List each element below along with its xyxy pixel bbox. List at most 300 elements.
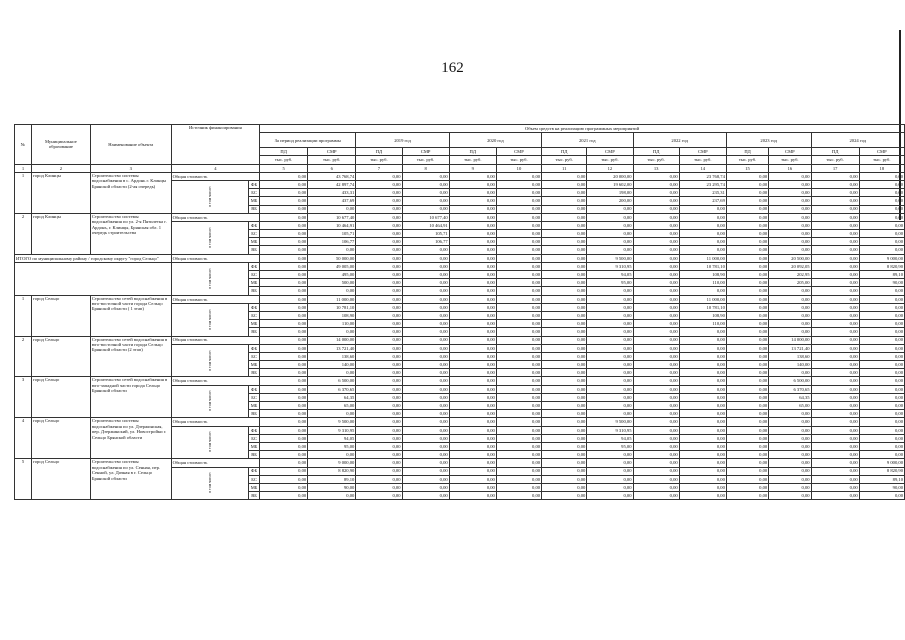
amount-cell: 0,00 [356, 205, 402, 213]
amount-cell: 0,00 [859, 197, 904, 205]
incl-label-cell [171, 344, 248, 377]
header-unit: тыс. руб. [769, 156, 811, 164]
amount-cell: 0,00 [769, 442, 811, 450]
amount-cell: 0,00 [726, 410, 768, 418]
amount-cell: 0,00 [679, 336, 726, 344]
header-unit: тыс. руб. [811, 156, 859, 164]
amount-cell: 10 677,40 [402, 213, 449, 221]
amount-cell: 0,00 [811, 271, 859, 279]
incl-label: в том числе: [207, 267, 213, 289]
amount-cell: 110,00 [679, 279, 726, 287]
amount-cell: 0,00 [402, 303, 449, 311]
amount-cell: 13 721,40 [308, 344, 356, 352]
amount-cell: 0,00 [542, 393, 587, 401]
amount-cell: 0,00 [496, 451, 541, 459]
column-index: 9 [449, 164, 496, 172]
amount-cell: 0,00 [449, 459, 496, 467]
amount-cell: 0,00 [356, 254, 402, 262]
amount-cell: 0,00 [811, 189, 859, 197]
amount-cell: 0,00 [726, 377, 768, 385]
amount-cell: 9 500,00 [308, 418, 356, 426]
amount-cell: 0,00 [542, 197, 587, 205]
amount-cell: 0,00 [449, 385, 496, 393]
amount-cell: 23 295,74 [679, 180, 726, 188]
amount-cell: 0,00 [542, 303, 587, 311]
amount-cell: 0,00 [769, 180, 811, 188]
amount-cell: 0,00 [769, 287, 811, 295]
amount-cell: 0,00 [726, 295, 768, 303]
incl-label: в том числе: [207, 349, 213, 371]
amount-cell: 0,00 [633, 230, 679, 238]
cost-label: Общая стоимость [171, 459, 259, 467]
header-year: 2019 год [356, 133, 449, 148]
amount-cell: 0,00 [769, 451, 811, 459]
amount-cell: 0,00 [449, 328, 496, 336]
amount-cell: 0,00 [679, 467, 726, 475]
row-number: 1 [15, 295, 32, 336]
amount-cell: 0,00 [811, 410, 859, 418]
amount-cell: 0,00 [356, 328, 402, 336]
amount-cell: 0,00 [260, 344, 308, 352]
amount-cell: 0,00 [260, 402, 308, 410]
amount-cell: 0,00 [402, 467, 449, 475]
amount-cell: 0,00 [308, 205, 356, 213]
amount-cell: 0,00 [542, 377, 587, 385]
amount-cell: 0,00 [356, 492, 402, 500]
amount-cell: 0,00 [496, 180, 541, 188]
amount-cell: 0,00 [633, 410, 679, 418]
amount-cell: 0,00 [587, 336, 633, 344]
amount-cell: 0,00 [811, 262, 859, 270]
amount-cell: 0,00 [859, 369, 904, 377]
amount-cell: 0,00 [449, 426, 496, 434]
amount-cell: 0,00 [811, 434, 859, 442]
amount-cell: 0,00 [811, 205, 859, 213]
amount-cell: 0,00 [811, 197, 859, 205]
header-pd: ПД [811, 148, 859, 156]
amount-cell: 0,00 [356, 410, 402, 418]
amount-cell: 0,00 [679, 492, 726, 500]
amount-cell: 95,00 [587, 279, 633, 287]
amount-cell: 0,00 [587, 230, 633, 238]
amount-cell: 0,00 [633, 320, 679, 328]
column-index: 3 [90, 164, 171, 172]
amount-cell: 0,00 [449, 442, 496, 450]
amount-cell: 0,00 [726, 451, 768, 459]
amount-cell: 0,00 [260, 295, 308, 303]
amount-cell: 0,00 [542, 483, 587, 491]
row-number: 4 [15, 418, 32, 459]
amount-cell: 0,00 [402, 246, 449, 254]
amount-cell: 0,00 [496, 205, 541, 213]
amount-cell: 0,00 [542, 336, 587, 344]
column-index: 6 [308, 164, 356, 172]
amount-cell: 0,00 [356, 369, 402, 377]
amount-cell: 0,00 [726, 303, 768, 311]
amount-cell: 0,00 [449, 172, 496, 180]
incl-label: в том числе: [207, 472, 213, 494]
amount-cell: 0,00 [356, 336, 402, 344]
header-pd: ПД [260, 148, 308, 156]
amount-cell: 0,00 [679, 410, 726, 418]
header-object: Наименование объекта [90, 125, 171, 165]
source-label: ВБ [249, 246, 260, 254]
amount-cell: 0,00 [859, 385, 904, 393]
amount-cell: 0,00 [260, 230, 308, 238]
amount-cell: 0,00 [811, 418, 859, 426]
amount-cell: 0,00 [811, 402, 859, 410]
amount-cell: 0,00 [542, 369, 587, 377]
column-index: 2 [31, 164, 90, 172]
amount-cell: 0,00 [496, 385, 541, 393]
amount-cell: 0,00 [260, 385, 308, 393]
column-index: 11 [542, 164, 587, 172]
source-label: МБ [249, 197, 260, 205]
amount-cell: 0,00 [356, 262, 402, 270]
amount-cell: 0,00 [726, 442, 768, 450]
amount-cell: 0,00 [811, 279, 859, 287]
header-smr: СМР [308, 148, 356, 156]
amount-cell: 0,00 [260, 271, 308, 279]
amount-cell: 0,00 [496, 172, 541, 180]
header-year: 2021 год [542, 133, 633, 148]
amount-cell: 0,00 [587, 221, 633, 229]
amount-cell: 0,00 [496, 287, 541, 295]
amount-cell: 0,00 [449, 311, 496, 319]
amount-cell: 0,00 [633, 451, 679, 459]
amount-cell: 0,00 [679, 426, 726, 434]
amount-cell: 0,00 [496, 352, 541, 360]
amount-cell: 0,00 [260, 418, 308, 426]
amount-cell: 0,00 [769, 295, 811, 303]
amount-cell: 0,00 [633, 238, 679, 246]
header-index-row [15, 164, 905, 172]
source-label: МБ [249, 238, 260, 246]
amount-cell: 10 781,10 [679, 262, 726, 270]
amount-cell: 20 500,00 [769, 254, 811, 262]
header-unit: тыс. руб. [260, 156, 308, 164]
amount-cell: 0,00 [633, 483, 679, 491]
amount-cell: 89,10 [859, 271, 904, 279]
amount-cell: 0,00 [496, 434, 541, 442]
amount-cell: 0,00 [542, 311, 587, 319]
amount-cell: 0,00 [633, 221, 679, 229]
column-index: 4 [171, 164, 259, 172]
amount-cell: 19 602,00 [587, 180, 633, 188]
amount-cell: 0,00 [633, 459, 679, 467]
amount-cell: 0,00 [260, 483, 308, 491]
amount-cell: 0,00 [402, 377, 449, 385]
table-row [15, 377, 905, 385]
amount-cell: 0,00 [260, 213, 308, 221]
amount-cell: 0,00 [496, 426, 541, 434]
amount-cell: 0,00 [402, 287, 449, 295]
source-label: ФБ [249, 262, 260, 270]
amount-cell: 0,00 [496, 410, 541, 418]
source-label: МБ [249, 361, 260, 369]
amount-cell: 0,00 [542, 246, 587, 254]
amount-cell: 0,00 [496, 442, 541, 450]
amount-cell: 106,77 [308, 238, 356, 246]
amount-cell: 138,60 [308, 352, 356, 360]
amount-cell: 0,00 [356, 197, 402, 205]
amount-cell: 0,00 [449, 205, 496, 213]
amount-cell: 0,00 [260, 189, 308, 197]
amount-cell: 0,00 [402, 426, 449, 434]
object-name-cell: Строительство сетей водоснабжения в юго-восточной части города Сельцо Брянской области ( 1 этап) [90, 295, 171, 336]
amount-cell: 0,00 [542, 434, 587, 442]
amount-cell: 0,00 [726, 271, 768, 279]
amount-cell: 0,00 [679, 377, 726, 385]
amount-cell: 0,00 [260, 475, 308, 483]
amount-cell: 10 781,10 [308, 303, 356, 311]
incl-label: в том числе: [207, 185, 213, 207]
amount-cell: 0,00 [542, 189, 587, 197]
header-year: 2020 год [449, 133, 541, 148]
amount-cell: 0,00 [726, 361, 768, 369]
amount-cell: 0,00 [356, 418, 402, 426]
amount-cell: 0,00 [542, 205, 587, 213]
amount-cell: 0,00 [769, 172, 811, 180]
amount-cell: 0,00 [449, 197, 496, 205]
amount-cell: 0,00 [449, 213, 496, 221]
amount-cell: 0,00 [356, 451, 402, 459]
source-label: БС [249, 352, 260, 360]
amount-cell: 0,00 [449, 262, 496, 270]
amount-cell: 0,00 [811, 451, 859, 459]
amount-cell: 0,00 [726, 393, 768, 401]
source-label: ФБ [249, 221, 260, 229]
amount-cell: 0,00 [811, 467, 859, 475]
incl-label-cell [171, 262, 248, 295]
source-label: БС [249, 189, 260, 197]
amount-cell: 0,00 [811, 442, 859, 450]
source-label: БС [249, 271, 260, 279]
amount-cell: 0,00 [633, 361, 679, 369]
amount-cell: 8 820,90 [308, 467, 356, 475]
table-row [15, 336, 905, 344]
amount-cell: 0,00 [542, 262, 587, 270]
amount-cell: 0,00 [859, 402, 904, 410]
header-smr: СМР [587, 148, 633, 156]
amount-cell: 0,00 [587, 385, 633, 393]
amount-cell: 0,00 [769, 197, 811, 205]
header-unit: тыс. руб. [859, 156, 904, 164]
amount-cell: 0,00 [811, 303, 859, 311]
source-label: ВБ [249, 492, 260, 500]
amount-cell: 0,00 [542, 352, 587, 360]
header-source: Источник финансирования [171, 125, 259, 165]
cost-label: Общая стоимость [171, 377, 259, 385]
amount-cell: 0,00 [449, 344, 496, 352]
amount-cell: 0,00 [260, 197, 308, 205]
amount-cell: 0,00 [496, 402, 541, 410]
amount-cell: 0,00 [811, 287, 859, 295]
amount-cell: 9 310,95 [587, 262, 633, 270]
amount-cell: 0,00 [726, 172, 768, 180]
header-smr: СМР [496, 148, 541, 156]
amount-cell: 0,00 [587, 369, 633, 377]
cost-label: Общая стоимость [171, 254, 259, 262]
amount-cell: 0,00 [811, 459, 859, 467]
header-total-period: За период реализации программы [260, 133, 356, 148]
amount-cell: 0,00 [356, 189, 402, 197]
amount-cell: 10 464,91 [402, 221, 449, 229]
source-label: БС [249, 434, 260, 442]
total-spacer [15, 262, 172, 295]
amount-cell: 0,00 [260, 311, 308, 319]
amount-cell: 0,00 [633, 385, 679, 393]
amount-cell: 11 000,00 [679, 254, 726, 262]
amount-cell: 65,00 [308, 402, 356, 410]
amount-cell: 50 000,00 [308, 254, 356, 262]
amount-cell: 0,00 [542, 467, 587, 475]
amount-cell: 0,00 [496, 254, 541, 262]
amount-cell: 0,00 [449, 361, 496, 369]
amount-cell: 0,00 [679, 442, 726, 450]
amount-cell: 0,00 [769, 213, 811, 221]
incl-label: в том числе: [207, 431, 213, 453]
table-row [15, 295, 905, 303]
amount-cell: 0,00 [260, 410, 308, 418]
amount-cell: 0,00 [402, 197, 449, 205]
amount-cell: 0,00 [859, 352, 904, 360]
amount-cell: 0,00 [726, 459, 768, 467]
amount-cell: 49 005,00 [308, 262, 356, 270]
amount-cell: 0,00 [726, 328, 768, 336]
program-table-sheet [14, 124, 905, 500]
amount-cell: 0,00 [449, 230, 496, 238]
amount-cell: 0,00 [679, 369, 726, 377]
amount-cell: 6 370,65 [308, 385, 356, 393]
amount-cell: 0,00 [449, 189, 496, 197]
amount-cell: 90,00 [859, 483, 904, 491]
amount-cell: 0,00 [859, 418, 904, 426]
amount-cell: 0,00 [679, 361, 726, 369]
incl-label: в том числе: [207, 390, 213, 412]
amount-cell: 0,00 [811, 213, 859, 221]
source-label: МБ [249, 279, 260, 287]
amount-cell: 0,00 [726, 344, 768, 352]
amount-cell: 0,00 [633, 303, 679, 311]
header-unit: тыс. руб. [587, 156, 633, 164]
amount-cell: 0,00 [633, 369, 679, 377]
object-name-cell: Строительство системы водоснабжения по ул. Сенная, пер. Сенной, ул. Дачная в г. Сельцо Брянской области [90, 459, 171, 500]
amount-cell: 0,00 [811, 311, 859, 319]
municipality-cell: город Клинцы [31, 213, 90, 254]
amount-cell: 0,00 [356, 361, 402, 369]
amount-cell: 0,00 [356, 434, 402, 442]
header-unit: тыс. руб. [449, 156, 496, 164]
source-label: БС [249, 311, 260, 319]
amount-cell: 0,00 [726, 418, 768, 426]
amount-cell: 0,00 [726, 320, 768, 328]
header-unit: тыс. руб. [496, 156, 541, 164]
amount-cell: 11 000,00 [308, 295, 356, 303]
amount-cell: 0,00 [726, 352, 768, 360]
amount-cell: 90,00 [859, 279, 904, 287]
column-index: 15 [726, 164, 768, 172]
amount-cell: 0,00 [726, 238, 768, 246]
amount-cell: 0,00 [726, 262, 768, 270]
amount-cell: 0,00 [449, 402, 496, 410]
amount-cell: 0,00 [542, 287, 587, 295]
amount-cell: 0,00 [726, 213, 768, 221]
amount-cell: 0,00 [633, 189, 679, 197]
amount-cell: 0,00 [679, 434, 726, 442]
amount-cell: 0,00 [260, 221, 308, 229]
amount-cell: 0,00 [679, 459, 726, 467]
amount-cell: 0,00 [356, 483, 402, 491]
amount-cell: 0,00 [769, 369, 811, 377]
header-unit: тыс. руб. [633, 156, 679, 164]
amount-cell: 0,00 [449, 320, 496, 328]
amount-cell: 0,00 [496, 328, 541, 336]
amount-cell: 0,00 [449, 451, 496, 459]
amount-cell: 0,00 [402, 254, 449, 262]
amount-cell: 0,00 [356, 320, 402, 328]
amount-cell: 0,00 [402, 295, 449, 303]
amount-cell: 65,00 [769, 402, 811, 410]
amount-cell: 0,00 [811, 361, 859, 369]
amount-cell: 0,00 [726, 189, 768, 197]
amount-cell: 6 370,65 [769, 385, 811, 393]
amount-cell: 0,00 [726, 287, 768, 295]
amount-cell: 0,00 [542, 295, 587, 303]
column-index: 5 [260, 164, 308, 172]
incl-label-cell [171, 180, 248, 213]
amount-cell: 105,71 [402, 230, 449, 238]
amount-cell: 10 781,10 [679, 303, 726, 311]
object-name-cell: Строительство системы водоснабжения по ул. Дзержинская, пер. Дзержинский, ул. Новостройки г. Сельцо Брянской области [90, 418, 171, 459]
source-label: ФБ [249, 180, 260, 188]
amount-cell: 0,00 [587, 459, 633, 467]
amount-cell: 0,00 [449, 352, 496, 360]
amount-cell: 0,00 [449, 271, 496, 279]
amount-cell: 0,00 [811, 320, 859, 328]
amount-cell: 0,00 [769, 418, 811, 426]
amount-cell: 0,00 [811, 180, 859, 188]
amount-cell: 0,00 [726, 205, 768, 213]
source-label: МБ [249, 402, 260, 410]
amount-cell: 437,69 [308, 197, 356, 205]
amount-cell: 0,00 [587, 303, 633, 311]
amount-cell: 0,00 [811, 344, 859, 352]
amount-cell: 106,77 [402, 238, 449, 246]
amount-cell: 0,00 [542, 410, 587, 418]
amount-cell: 0,00 [402, 271, 449, 279]
amount-cell: 0,00 [587, 402, 633, 410]
amount-cell: 0,00 [811, 475, 859, 483]
amount-cell: 0,00 [633, 262, 679, 270]
row-number: 2 [15, 213, 32, 254]
source-label: ВБ [249, 369, 260, 377]
amount-cell: 0,00 [260, 393, 308, 401]
amount-cell: 0,00 [811, 295, 859, 303]
amount-cell: 0,00 [859, 287, 904, 295]
incl-label-cell [171, 303, 248, 336]
amount-cell: 94,05 [308, 434, 356, 442]
amount-cell: 0,00 [859, 205, 904, 213]
amount-cell: 0,00 [811, 369, 859, 377]
source-label: ФБ [249, 426, 260, 434]
amount-cell: 0,00 [356, 238, 402, 246]
amount-cell: 0,00 [633, 434, 679, 442]
amount-cell: 0,00 [402, 385, 449, 393]
amount-cell: 0,00 [633, 492, 679, 500]
amount-cell: 0,00 [496, 303, 541, 311]
amount-cell: 0,00 [859, 295, 904, 303]
